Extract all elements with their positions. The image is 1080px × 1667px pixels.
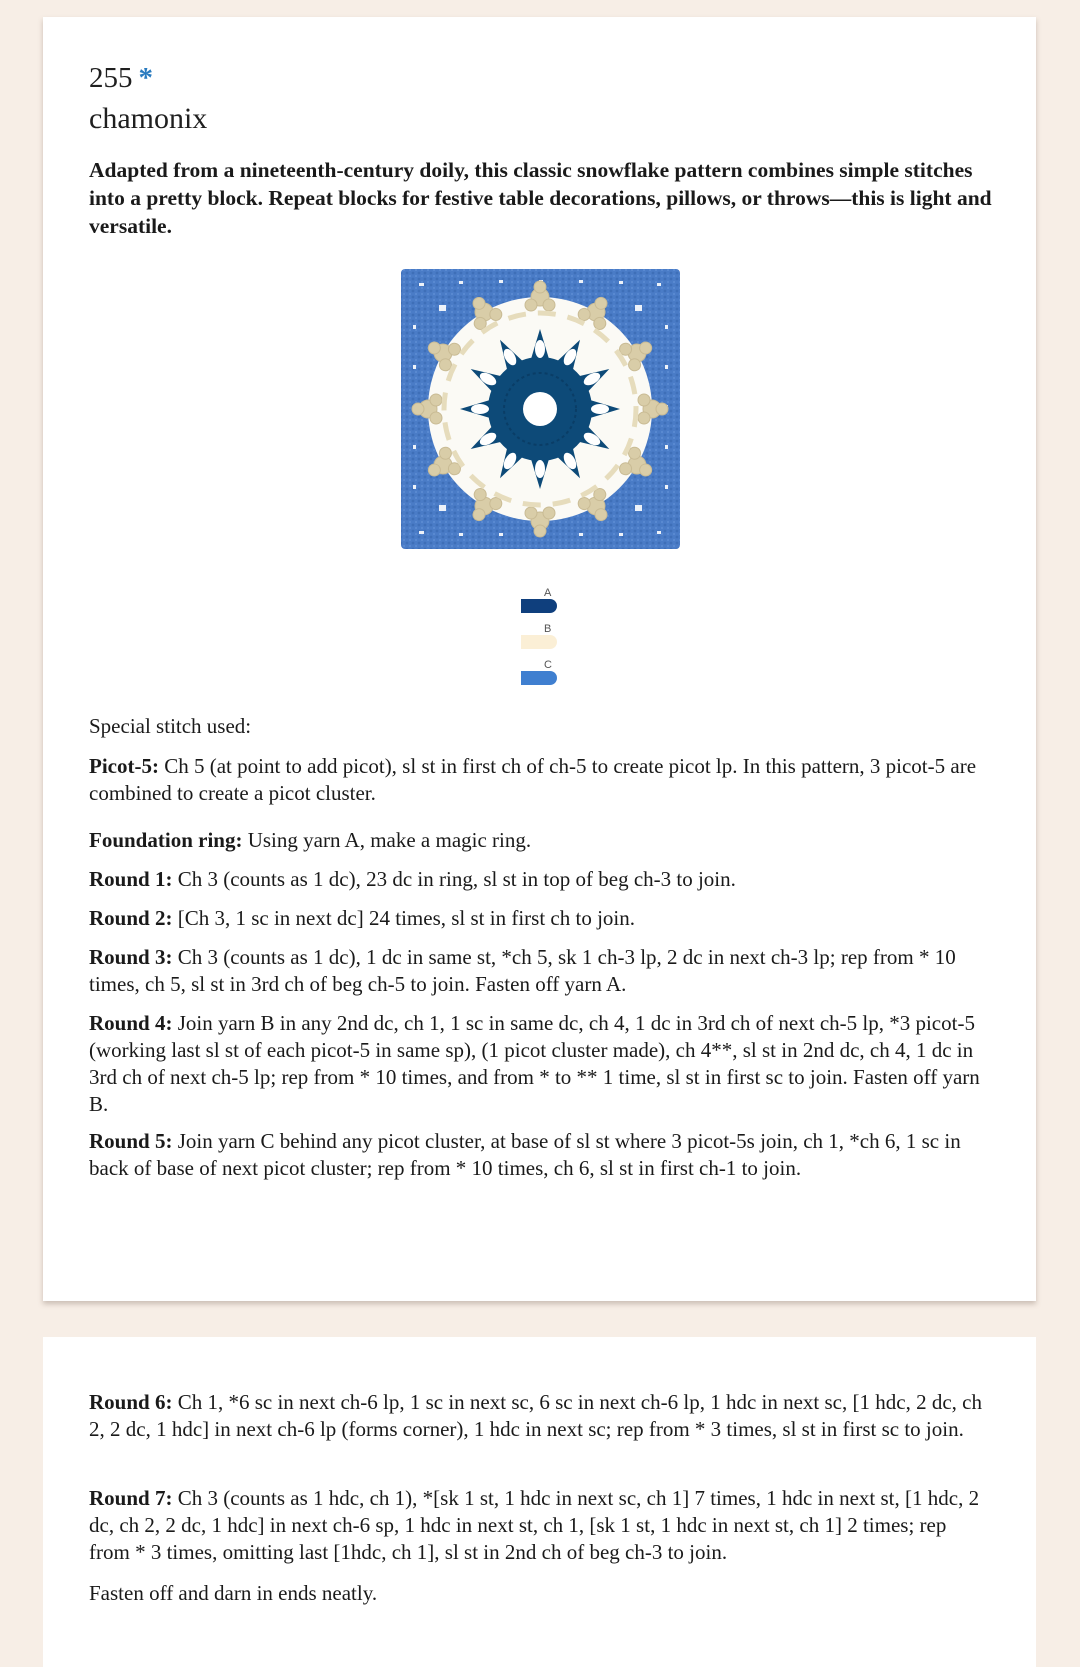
special-stitch-text: Ch 5 (at point to add picot), sl st in first ch of ch-5 to create picot lp. In this pattern, 3 picot-5 are combined to create a picot cluster. [89,754,977,805]
instruction-label: Round 1: [89,867,173,891]
yarn-color-legend [521,587,581,707]
instruction-round-4 [89,1010,989,1118]
special-stitch-description [89,753,989,807]
pattern-number-value: 255 [89,62,133,94]
instruction-text: Ch 1, *6 sc in next ch-6 lp, 1 sc in next sc, 6 sc in next ch-6 lp, 1 hdc in next sc, [1 hdc, 2 dc, ch 2, 2 dc, 1 hdc] in next ch-6 lp (forms corner), 1 hdc in next sc; rep from * 3 times, sl st in first sc to join. [89,1390,982,1441]
instruction-label: Round 2: [89,906,173,930]
pattern-number [89,61,153,95]
yarn-a-swatch [521,587,581,617]
instruction-round-3 [89,944,989,998]
special-stitch-heading: Special stitch used: [89,714,252,738]
yarn-c-color [521,671,557,685]
finish-instruction: Fasten off and darn in ends neatly. [89,1581,378,1605]
yarn-c-letter: C [544,659,552,671]
crochet-square-photo [399,265,682,551]
instruction-round-7 [89,1485,989,1566]
instruction-round-2 [89,905,989,932]
instruction-text: Ch 3 (counts as 1 dc), 23 dc in ring, sl st in top of beg ch-3 to join. [172,867,736,891]
instruction-label: Round 3: [89,945,173,969]
instruction-text: Using yarn A, make a magic ring. [242,828,532,852]
star-icon: * [138,62,153,94]
instruction-label: Round 5: [89,1129,173,1153]
instruction-round-5 [89,1128,989,1182]
yarn-b-swatch [521,623,581,653]
instruction-text: [Ch 3, 1 sc in next dc] 24 times, sl st in first ch to join. [172,906,635,930]
pattern-title: chamonix [89,102,208,135]
instruction-label: Foundation ring: [89,828,243,852]
yarn-a-letter: A [544,587,552,599]
pattern-intro: Adapted from a nineteenth-century doily, this classic snowflake pattern combines simple stitches into a pretty block. Repeat blocks for festive table decorations, pillows, or throws—this is light and versatile. [89,158,992,238]
instruction-label: Round 4: [89,1011,173,1035]
document-page-1 [43,17,1036,1301]
yarn-b-color [521,635,557,649]
instruction-round-6 [89,1389,989,1443]
instruction-text: Join yarn B in any 2nd dc, ch 1, 1 sc in same dc, ch 4, 1 dc in 3rd ch of next ch-5 lp, *3 picot-5 (working last sl st of each picot-5 in same sp), (1 picot cluster made), ch 4**, sl st in 2nd dc, ch 4, 1 dc in 3rd ch of next ch-5 lp; rep from * 10 times, and from * to ** 1 time, sl st in first sc to join. Fasten off yarn B. [89,1011,980,1116]
yarn-a-color [521,599,557,613]
instruction-text: Ch 3 (counts as 1 dc), 1 dc in same st, *ch 5, sk 1 ch-3 lp, 2 dc in next ch-3 lp; rep from * 10 times, ch 5, sl st in 3rd ch of beg ch-5 to join. Fasten off yarn A. [89,945,956,996]
document-page-2 [43,1337,1036,1667]
instruction-label: Round 7: [89,1486,173,1510]
instruction-label: Round 6: [89,1390,173,1414]
special-stitch-name: Picot-5: [89,754,159,778]
yarn-c-swatch [521,659,581,689]
yarn-b-letter: B [544,623,552,635]
instruction-text: Join yarn C behind any picot cluster, at base of sl st where 3 picot-5s join, ch 1, *ch 6, 1 sc in back of base of next picot cluster; rep from * 10 times, ch 6, sl st in first ch-1 to join. [89,1129,961,1180]
instruction-round-1 [89,866,989,893]
instruction-foundation-ring [89,827,989,854]
instruction-text: Ch 3 (counts as 1 hdc, ch 1), *[sk 1 st, 1 hdc in next sc, ch 1] 7 times, 1 hdc in next st, [1 hdc, 2 dc, ch 2, 2 dc, 1 hdc] in next ch-6 sp, 1 hdc in next st, ch 1, [sk 1 st, 1 hdc in next st, ch 1] 2 times; rep from * 3 times, omitting last [1hdc, ch 1], sl st in 2nd ch of beg ch-3 to join. [89,1486,980,1564]
